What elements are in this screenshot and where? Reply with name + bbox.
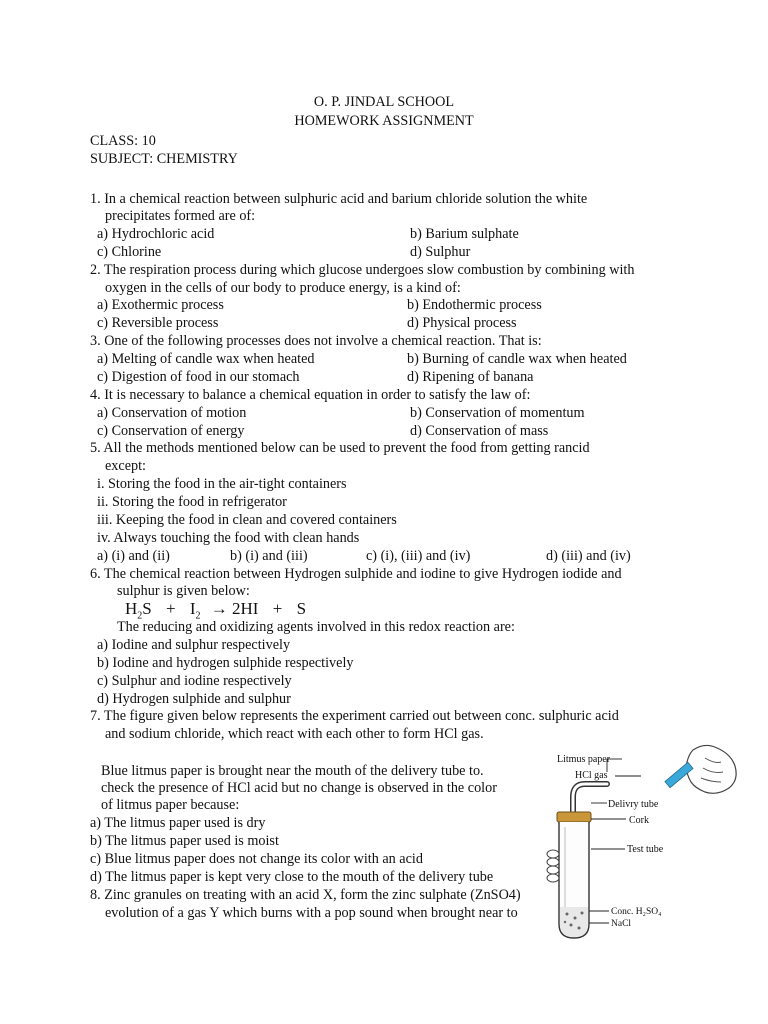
question-text: precipitates formed are of: (105, 208, 256, 224)
question-text: except: (105, 458, 146, 474)
option-d: d) Hydrogen sulphide and sulphur (97, 691, 291, 707)
question-text: 7. The figure given below represents the experiment carried out between conc. sulphuric acid (90, 708, 619, 724)
experiment-figure (545, 742, 760, 942)
label-hcl-gas: HCl gas (575, 770, 608, 781)
option-b: b) Burning of candle wax when heated (407, 351, 627, 367)
option-a: a) Exothermic process (97, 297, 224, 313)
option-a: a) Hydrochloric acid (97, 226, 215, 242)
option-c: c) Sulphur and iodine respectively (97, 673, 292, 689)
option-c: c) (i), (iii) and (iv) (366, 548, 471, 564)
statement-ii: ii. Storing the food in refrigerator (97, 494, 287, 510)
option-d: d) The litmus paper is kept very close to the mouth of the delivery tube (90, 869, 494, 885)
option-b: b) Iodine and hydrogen sulphide respectively (97, 655, 354, 671)
option-b: b) Conservation of momentum (410, 405, 585, 421)
h2s-s: S (142, 599, 152, 618)
option-d: d) Conservation of mass (410, 423, 549, 439)
option-b: b) The litmus paper used is moist (90, 833, 279, 849)
hand-illustration (687, 745, 737, 793)
plus-sign: + (166, 599, 176, 618)
option-a: a) Conservation of motion (97, 405, 247, 421)
reaction-arrow: → (210, 599, 228, 618)
statement-i: i. Storing the food in the air-tight containers (97, 476, 347, 492)
h2s-subscript: 2 (137, 610, 143, 622)
option-c: c) Chlorine (97, 244, 162, 260)
i2-subscript: 2 (195, 610, 201, 622)
question-text: 3. One of the following processes does not involve a chemical reaction. That is: (90, 333, 542, 349)
question-text: 1. In a chemical reaction between sulphuric acid and barium chloride solution the white (90, 191, 588, 207)
option-b: b) (i) and (iii) (230, 548, 308, 564)
assignment-title: HOMEWORK ASSIGNMENT (294, 113, 474, 129)
question-text: sulphur is given below: (117, 583, 250, 599)
option-b: b) Barium sulphate (410, 226, 519, 242)
school-name: O. P. JINDAL SCHOOL (313, 94, 455, 110)
h2s-h: H (125, 599, 138, 618)
option-a: a) Iodine and sulphur respectively (97, 637, 291, 653)
question-text: oxygen in the cells of our body to produce energy, is a kind of: (105, 280, 461, 296)
product-hi: 2HI (232, 599, 259, 618)
question-text: 6. The chemical reaction between Hydrogen sulphide and iodine to give Hydrogen iodide and (90, 566, 622, 582)
label-test-tube: Test tube (627, 844, 664, 855)
holding-hand (547, 850, 559, 882)
option-a: a) The litmus paper used is dry (90, 815, 266, 831)
option-c: c) Reversible process (97, 315, 219, 331)
question-text: of litmus paper because: (101, 797, 240, 813)
option-c: c) Blue litmus paper does not change its color with an acid (90, 851, 423, 867)
label-cork: Cork (629, 815, 649, 826)
question-text: and sodium chloride, which react with each other to form HCl gas. (105, 726, 484, 742)
label-nacl: NaCl (611, 919, 632, 929)
question-text: check the presence of HCl acid but no change is observed in the color (101, 780, 497, 796)
question-text: 4. It is necessary to balance a chemical equation in order to satisfy the law of: (90, 387, 531, 403)
label-conc-h2so4: Conc. H₂SO₄ (611, 907, 662, 917)
option-a: a) Melting of candle wax when heated (97, 351, 315, 367)
class-line: CLASS: 10 (90, 133, 156, 149)
option-c: c) Conservation of energy (97, 423, 245, 439)
i2-i: I (189, 599, 196, 618)
product-s: S (296, 599, 307, 618)
question-text: evolution of a gas Y which burns with a pop sound when brought near to (105, 905, 518, 921)
statement-iv: iv. Always touching the food with clean hands (97, 530, 360, 546)
label-litmus-paper: Litmus paper (557, 754, 611, 765)
question-text: 2. The respiration process during which glucose undergoes slow combustion by combining with (90, 262, 635, 278)
question-text: 5. All the methods mentioned below can be used to prevent the food from getting rancid (90, 440, 590, 456)
question-text: The reducing and oxidizing agents involved in this redox reaction are: (117, 619, 515, 635)
option-b: b) Endothermic process (407, 297, 542, 313)
statement-iii: iii. Keeping the food in clean and covered containers (97, 512, 397, 528)
option-d: d) Physical process (407, 315, 517, 331)
option-a: a) (i) and (ii) (97, 548, 170, 564)
option-d: d) (iii) and (iv) (546, 548, 631, 564)
question-text: Blue litmus paper is brought near the mouth of the delivery tube to. (101, 763, 484, 779)
label-delivery-tube: Delivry tube (608, 799, 659, 810)
question-text: 8. Zinc granules on treating with an acid X, form the zinc sulphate (ZnSO4) (90, 887, 521, 903)
cork (557, 812, 591, 822)
subject-line: SUBJECT: CHEMISTRY (90, 151, 238, 167)
option-d: d) Sulphur (410, 244, 471, 260)
plus-sign: + (272, 599, 283, 618)
option-c: c) Digestion of food in our stomach (97, 369, 300, 385)
option-d: d) Ripening of banana (407, 369, 534, 385)
